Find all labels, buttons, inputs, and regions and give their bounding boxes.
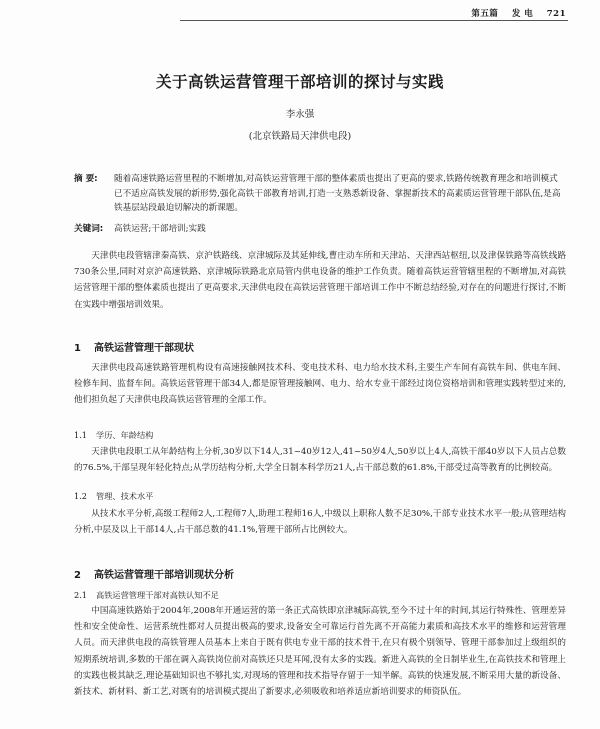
page-number: 721 — [546, 9, 566, 19]
intro-paragraph: 天津供电段管辖津秦高铁、京沪铁路线、京津城际及其延伸线,曹庄动车所和天津站、天津西站枢纽,以及津保铁路等高铁线路730条公里,同时对京沪高速铁路、京津城际铁路北京局管内供电设备的维护工作负责。随着高铁运营管辖里程的不断增加,对高铁运营管理干部的整体素质也提出了更高要求,天津供电段在高铁运营管理干部培训工作中不断总结经验,对存在的问题进行探讨,不断在实践中增强培训效果。 — [74, 251, 566, 310]
header-rule — [180, 20, 568, 21]
author: 李永强 — [285, 109, 315, 120]
running-head-section: 第五篇 — [471, 9, 499, 19]
subsection-1-1-paragraph: 天津供电段职工从年龄结构上分析,30岁以下14人,31~40岁12人,41~50岁4人,50岁以上4人,高铁干部40岁以下人员占总数的76.5%,干部呈现年轻化特点;从学历结构分析,大学全日制本科学历21人,占干部总数的61.8%,干部受过高等教育的比例较高。 — [74, 447, 566, 474]
keywords-text: 高铁运营;干部培训;实践 — [114, 224, 206, 234]
section-1-number: 1 — [74, 343, 81, 354]
abstract — [74, 172, 566, 216]
subsection-1-2-title: 管理、技术水平 — [96, 491, 154, 501]
section-2-title: 高铁运营管理干部培训现状分析 — [94, 570, 234, 581]
subsection-2-1-number: 2.1 — [74, 590, 88, 600]
section-1-title: 高铁运营管理干部现状 — [94, 343, 194, 354]
subsection-2-1-title: 高铁运营管理干部对高铁认知不足 — [96, 590, 219, 600]
section-2-number: 2 — [74, 570, 81, 581]
running-head-category: 发 电 — [511, 9, 534, 19]
subsection-1-2-heading — [74, 491, 153, 502]
section-1-paragraph: 天津供电段高速铁路管理机构设有高速接触网技术科、变电技术科、电力给水技术科,主要生产车间有高铁车间、供电车间、检修车间、监督车间。高铁运营管理干部34人,都是原管理接触网、电力、给水专业干部经过岗位资格培训和管理实践转型过来的,他们担负起了天津供电段高铁运营管理的全部工作。 — [74, 363, 566, 406]
keywords — [74, 222, 566, 237]
subsection-1-2-paragraph: 从技术水平分析,高级工程师2人,工程师7人,助理工程师16人,中级以上职称人数不足30%,干部专业技术水平一般;从管理结构分析,中层及以上干部14人,占干部总数的41.1%,管理干部所占比例较大。 — [74, 509, 566, 536]
section-1-heading — [74, 339, 194, 354]
subsection-1-2-number: 1.2 — [74, 491, 88, 501]
abstract-label: 摘 要: — [74, 174, 98, 184]
subsection-2-1-heading — [74, 590, 219, 601]
subsection-1-1-title: 学历、年龄结构 — [96, 430, 154, 440]
keywords-label: 关键词: — [74, 224, 104, 234]
abstract-text: 随着高速铁路运营里程的不断增加,对高铁运营管理干部的整体素质也提出了更高的要求,铁路传统教育理念和培训模式已不适应高铁发展的新形势,强化高铁干部教育培训,打造一支熟悉新设备、掌握新技术的高素质运营管理干部队伍,是高铁基层站段最迫切解决的新课题。 — [114, 174, 561, 213]
subsection-1-1-number: 1.1 — [74, 430, 88, 440]
subsection-1-1-heading — [74, 430, 153, 441]
running-head — [461, 7, 566, 19]
paper-title: 关于高铁运营管理干部培训的探讨与实践 — [155, 72, 444, 91]
section-2-heading — [74, 566, 234, 581]
affiliation: (北京铁路局天津供电段) — [248, 131, 352, 142]
subsection-2-1-paragraph: 中国高速铁路始于2004年,2008年开通运营的第一条正式高铁即京津城际高铁,至今不过十年的时间,其运行特殊性、管理差异性和安全使命性、运营系统性都对人员提出极高的要求,设备安全可靠运行首先离不开高能力素质和高技术水平的维修和运营管理人员。而天津供电段的高铁管理人员基本上来自于既有供电专业干部的技术骨干,在只有极个别领导、管理干部参加过上级组织的短期系统培训,多数的干部在调入高铁岗位前对高铁还只是耳闻,没有太多的实践。新进入高铁的全日制毕业生,在高铁技术和管理上的实践也极其缺乏,理论基础知识也不够扎实,对现场的管理和技术指导存留于一知半解。高铁的快速发展,不断采用大量的新设备、新技术、新材料、新工艺,对既有的培训模式提出了新要求,必须吸收和培养适应新培训要求的师资队伍。 — [74, 606, 566, 698]
